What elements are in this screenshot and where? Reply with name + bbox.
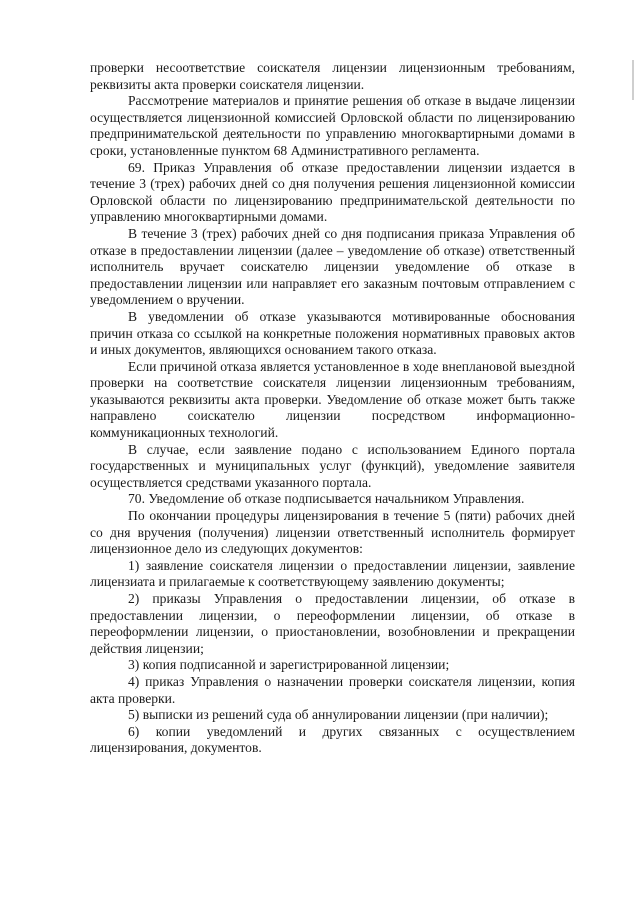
paragraph: Если причиной отказа является установленное в ходе внеплановой выездной проверки на соответствие соискателя лицензии лицензионным требованиям, указываются реквизиты акта проверки. Уведомление об отказе может быть также направлено соискателю лицензии посредством информационно-коммуникационных технологий. (90, 358, 575, 441)
document-body (90, 60, 575, 757)
list-item: 1) заявление соискателя лицензии о предоставлении лицензии, заявление лицензиата и прилагаемые к соответствующему заявлению документы; (90, 557, 575, 590)
paragraph: По окончании процедуры лицензирования в течение 5 (пяти) рабочих дней со дня вручения (получения) лицензии ответственный исполнитель формирует лицензионное дело из следующих документов: (90, 508, 575, 557)
list-item: 4) приказ Управления о назначении проверки соискателя лицензии, копия акта проверки. (90, 673, 575, 706)
paragraph: 69. Приказ Управления об отказе предоставлении лицензии издается в течение 3 (трех) рабочих дней со дня получения решения лицензионной комиссии Орловской области по лицензированию предпринимательской деятельности по управлению многоквартирными домами. (90, 159, 575, 225)
list-item: 6) копии уведомлений и других связанных с осуществлением лицензирования, документов. (90, 723, 575, 756)
list-item: 3) копия подписанной и зарегистрированной лицензии; (128, 657, 450, 673)
paragraph: Рассмотрение материалов и принятие решения об отказе в выдаче лицензии осуществляется лицензионной комиссией Орловской области по лицензированию предпринимательской деятельности по управлению многоквартирными домами в сроки, установленные пунктом 68 Административного регламента. (90, 93, 575, 158)
paragraph: В уведомлении об отказе указываются мотивированные обоснования причин отказа со ссылкой на конкретные положения нормативных правовых актов и иных документов, являющихся основанием такого отказа. (90, 308, 575, 358)
list-item: 2) приказы Управления о предоставлении лицензии, об отказе в предоставлении лицензии, о переоформлении лицензии, об отказе в переоформлении лицензии, о приостановлении, возобновлении и прекращении действия лицензии; (90, 591, 575, 656)
paragraph: проверки несоответствие соискателя лицензии лицензионным требованиям, реквизиты акта проверки соискателя лицензии. (90, 60, 575, 92)
paragraph: В течение 3 (трех) рабочих дней со дня подписания приказа Управления об отказе в предоставлении лицензии (далее – уведомление об отказе) ответственный исполнитель вручает соискателю лицензии уведомление об отказе в предоставлении лицензии или направляет его заказным почтовым отправлением с уведомлением о вручении. (90, 225, 575, 308)
list-item: 5) выписки из решений суда об аннулировании лицензии (при наличии); (128, 707, 549, 723)
paragraph: В случае, если заявление подано с использованием Единого портала государственных и муниципальных услуг (функций), уведомление заявителя осуществляется средствами указанного портала. (90, 441, 575, 490)
scan-edge-mark (632, 60, 634, 100)
paragraph: 70. Уведомление об отказе подписывается начальником Управления. (128, 491, 525, 507)
